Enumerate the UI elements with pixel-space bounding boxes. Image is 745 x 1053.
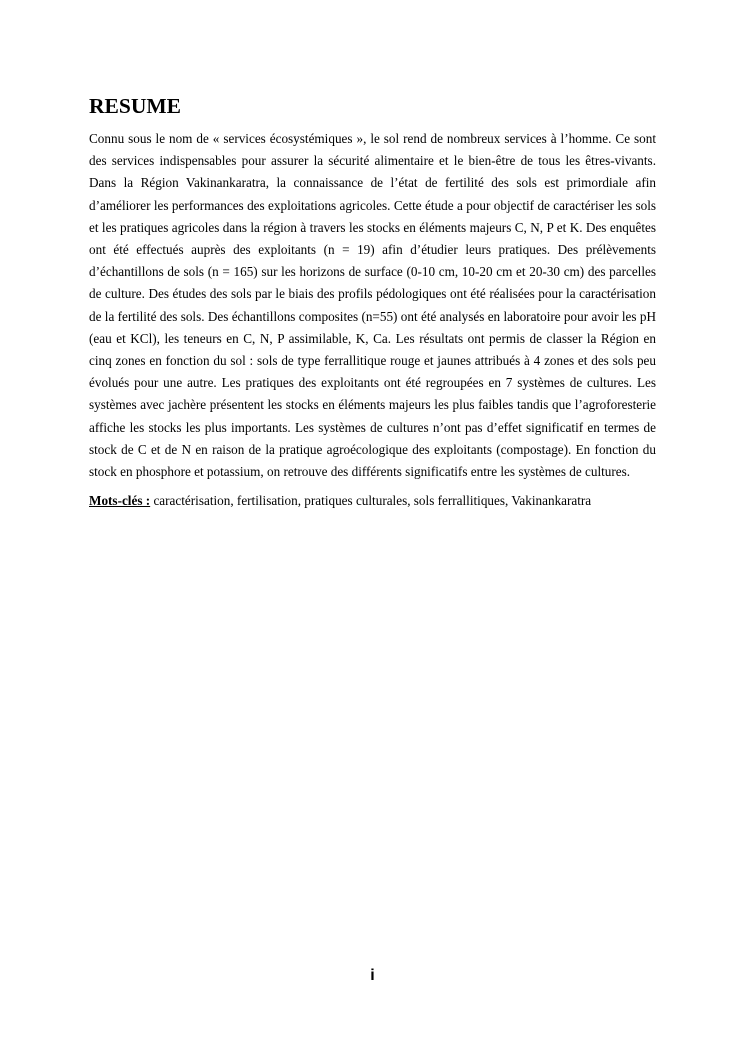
page-content <box>89 92 656 512</box>
page-number: i <box>370 967 375 984</box>
keywords-label: Mots-clés : <box>89 493 151 509</box>
abstract-paragraph: Connu sous le nom de « services écosystémiques », le sol rend de nombreux services à l’homme. Ce sont des services indispensables pour assurer la sécurité alimentaire et le bien-être de tous les êtres-vivants. Dans la Région Vakinankaratra, la connaissance de l’état de fertilité des sols est primordiale afin d’améliorer les performances des exploitations agricoles. Cette étude a pour objectif de caractériser les sols et les pratiques agricoles dans la région à travers les stocks en éléments majeurs C, N, P et K. Des enquêtes ont été effectués auprès des exploitants (n = 19) afin d’étudier leurs pratiques. Des prélèvements d’échantillons de sols (n = 165) sur les horizons de surface (0-10 cm, 10-20 cm et 20-30 cm) des parcelles de culture. Des études des sols par le biais des profils pédologiques ont été réalisées pour la caractérisation de la fertilité des sols. Des échantillons composites (n=55) ont été analysés en laboratoire pour avoir les pH (eau et KCl), les teneurs en C, N, P assimilable, K, Ca. Les résultats ont permis de classer la Région en cinq zones en fonction du sol : sols de type ferrallitique rouge et jaunes attribués à 4 zones et des sols peu évolués pour une autre. Les pratiques des exploitants ont été regroupées en 7 systèmes de cultures. Les systèmes avec jachère présentent les stocks en éléments majeurs les plus faibles tandis que l’agroforesterie affiche les stocks les plus importants. Les systèmes de cultures n’ont pas d’effet significatif en termes de stock de C et de N en raison de la pratique agroécologique des exploitants (compostage). En fonction du stock en phosphore et potassium, on retrouve des différents significatifs entre les systèmes de cultures. <box>89 131 656 480</box>
page-title: RESUME <box>89 94 181 118</box>
keywords-text: caractérisation, fertilisation, pratiques culturales, sols ferrallitiques, Vakinankaratra <box>153 493 592 509</box>
keywords-line <box>89 490 656 512</box>
